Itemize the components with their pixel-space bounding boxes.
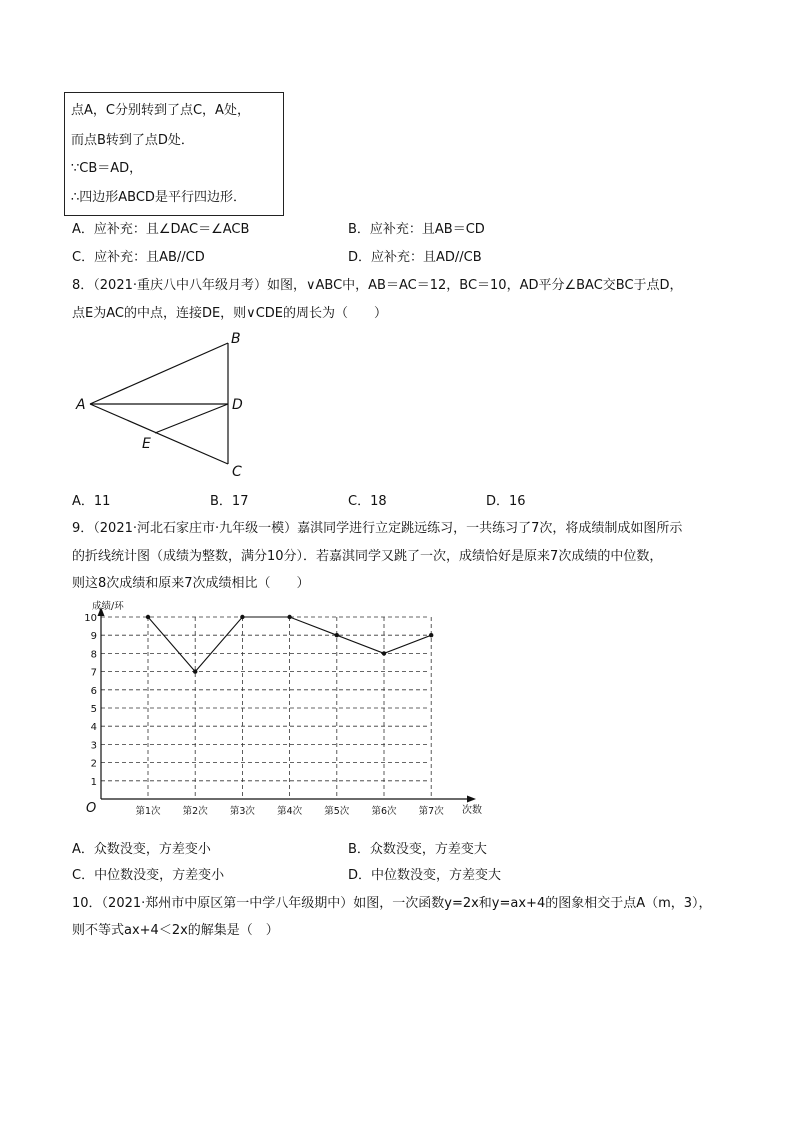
y-tick-label: 9: [90, 631, 97, 643]
y-tick-label: 6: [90, 685, 97, 697]
y-tick-label: 2: [90, 758, 97, 770]
y-axis-title: 成绩/环: [92, 601, 124, 612]
q8-stem-line2: 点E为AC的中点，连接DE，则∨CDE的周长为（ ）: [72, 306, 387, 321]
data-point: [240, 615, 244, 619]
label-a: A: [76, 397, 86, 413]
proof-line: 而点B转到了点D处．: [71, 133, 194, 148]
proof-line: 点A，C分别转到了点C，A处，: [71, 103, 250, 118]
x-tick-label: 第4次: [277, 806, 303, 817]
q7-option-d: D．应补充：且AD//CB: [348, 250, 482, 265]
x-tick-label: 第3次: [229, 806, 255, 817]
x-tick-label: 第2次: [182, 806, 208, 817]
x-tick-label: 第5次: [324, 806, 350, 817]
q9-option-d: D．中位数没变，方差变大: [348, 868, 502, 883]
q7-option-b: B．应补充：且AB＝CD: [348, 222, 485, 237]
x-tick-label: 第7次: [418, 806, 444, 817]
q8-option-d: D．16: [486, 494, 526, 509]
x-tick-label: 第1次: [135, 806, 161, 817]
proof-line: ∵CB＝AD，: [71, 161, 143, 176]
y-tick-label: 8: [90, 649, 97, 661]
y-tick-label: 7: [90, 667, 97, 679]
x-tick-label: 第6次: [371, 806, 397, 817]
y-tick-label: 1: [90, 776, 97, 788]
q9-stem-line1: 9．（2021·河北石家庄市·九年级一模）嘉淇同学进行立定跳远练习，一共练习了7次，将成绩制成如图所示: [72, 521, 683, 536]
q7-option-a: A．应补充：且∠DAC＝∠ACB: [72, 222, 250, 237]
data-point: [429, 633, 433, 637]
q10-stem-line2: 则不等式ax+4＜2x的解集是（ ）: [72, 923, 279, 938]
x-axis-arrow: [467, 796, 476, 803]
q8-option-a: A．11: [72, 494, 111, 509]
y-tick-label: 5: [90, 704, 97, 715]
q8-stem-line1: 8．（2021·重庆八中八年级月考）如图，∨ABC中，AB＝AC＝12，BC＝10，AD平分∠BAC交BC于点D，: [72, 278, 683, 293]
q7-option-c: C．应补充：且AB//CD: [72, 250, 205, 265]
q9-stem-line2: 的折线统计图（成绩为整数，满分10分）．若嘉淇同学又跳了一次，成绩恰好是原来7次成绩的中位数，: [72, 549, 663, 564]
data-point: [287, 615, 291, 619]
y-tick-label: 10: [84, 613, 97, 624]
q9-option-c: C．中位数没变，方差变小: [72, 868, 225, 883]
label-c: C: [232, 464, 242, 480]
q8-option-c: C．18: [348, 494, 387, 509]
q10-stem-line1: 10．（2021·郑州市中原区第一中学八年级期中）如图，一次函数y=2x和y=ax+4的图象相交于点A（m，3），: [72, 896, 712, 911]
q8-option-b: B．17: [210, 494, 249, 509]
y-tick-label: 3: [90, 740, 97, 752]
data-point: [382, 651, 386, 655]
label-b: B: [231, 331, 241, 347]
proof-line: ∴四边形ABCD是平行四边形．: [71, 190, 246, 205]
data-point: [146, 615, 150, 619]
q9-option-b: B．众数没变，方差变大: [348, 842, 487, 857]
q9-option-a: A．众数没变，方差变小: [72, 842, 211, 857]
data-point: [193, 669, 197, 673]
data-point: [335, 633, 339, 637]
origin-label: O: [86, 801, 97, 816]
y-tick-label: 4: [90, 722, 97, 734]
x-axis-title: 次数: [462, 805, 482, 816]
q9-stem-line3: 则这8次成绩和原来7次成绩相比（ ）: [72, 576, 310, 591]
label-e: E: [142, 436, 151, 452]
label-d: D: [232, 397, 243, 413]
